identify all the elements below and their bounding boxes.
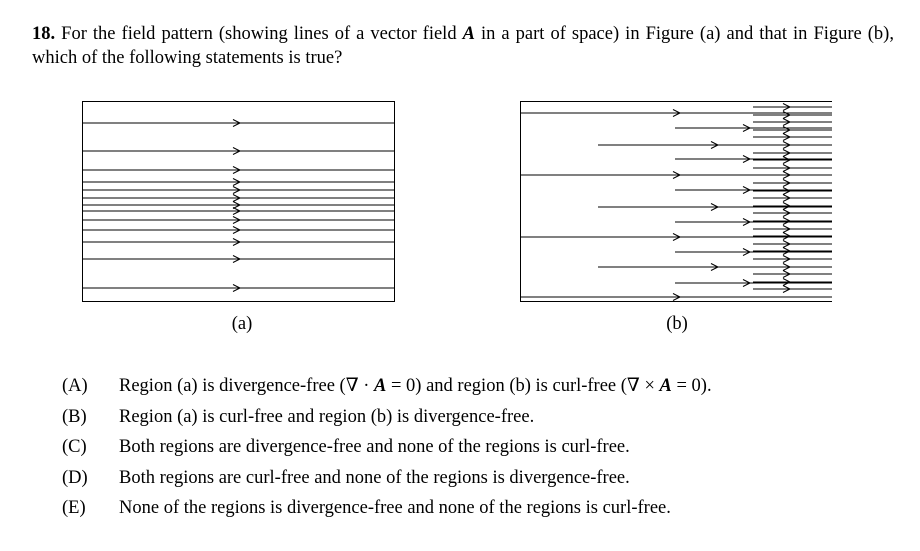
figure-b-field-lines (520, 101, 832, 302)
question-stem (32, 22, 894, 70)
choice-text: Region (a) is divergence-free (∇ · A = 0) and region (b) is curl-free (∇ × A = 0). (119, 376, 712, 396)
figure-a-border (83, 102, 395, 302)
choice-text: Both regions are divergence-free and none of the regions is curl-free. (119, 437, 630, 457)
figure-b-label: (b) (666, 314, 688, 334)
choice-letter: (B) (62, 406, 87, 427)
choice-letter: (D) (62, 467, 88, 488)
figure-a-field-lines (82, 101, 395, 302)
choice-letter: (C) (62, 437, 87, 457)
figure-b (520, 101, 832, 302)
choice-text: None of the regions is divergence-free and none of the regions is curl-free. (119, 498, 671, 518)
choice-text: Both regions are curl-free and none of the regions is divergence-free. (119, 467, 630, 488)
question-text-part-2: in a part of space) in Figure (a) and that in Figure (b), which of the following statements is true? (32, 24, 894, 68)
choice-letter: (A) (62, 376, 88, 396)
figure-a-label: (a) (231, 314, 253, 334)
question-text-part-1: For the field pattern (showing lines of a vector field (55, 24, 463, 44)
question-number: 18. (32, 24, 56, 44)
figure-a (82, 101, 395, 302)
choice-text: Region (a) is curl-free and region (b) is divergence-free. (119, 406, 535, 427)
choice-letter: (E) (62, 498, 86, 518)
vector-symbol: A (462, 24, 475, 44)
